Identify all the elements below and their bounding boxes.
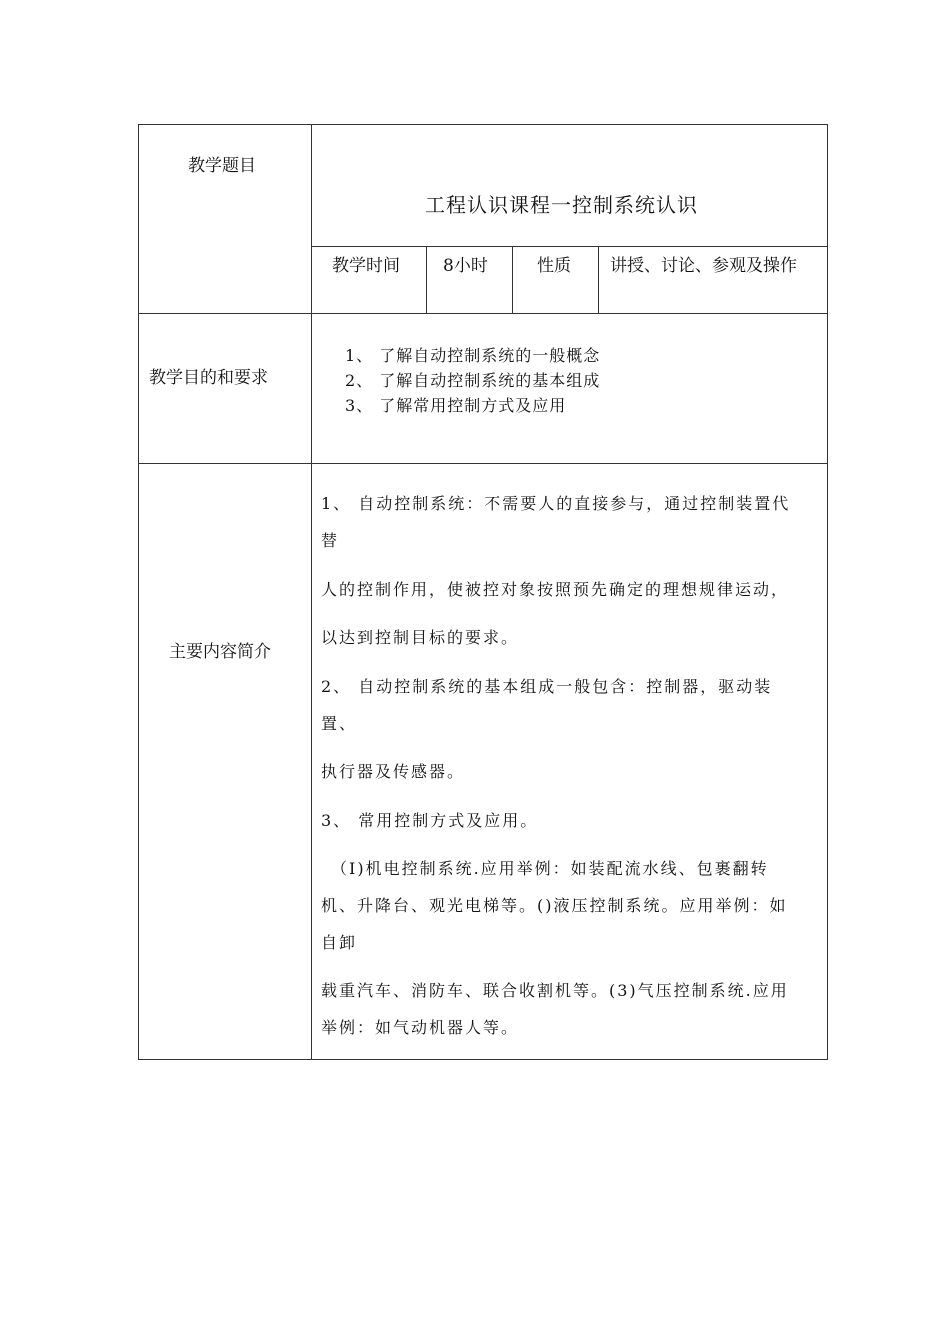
objective-item: 2、 了解自动控制系统的基本组成 bbox=[345, 371, 601, 390]
objectives-label: 教学目的和要求 bbox=[149, 368, 268, 388]
content-line: 人的控制作用，使被控对象按照预先确定的理想规律运动， bbox=[321, 580, 790, 599]
content-line: 自卸 bbox=[321, 933, 358, 952]
header-inner-divider bbox=[311, 246, 827, 247]
content-label: 主要内容简介 bbox=[169, 642, 271, 662]
content-line: 2、 自动控制系统的基本组成一般包含：控制器，驱动装 bbox=[321, 677, 773, 696]
lesson-plan-table bbox=[138, 124, 828, 1060]
course-title: 工程认识课程一控制系统认识 bbox=[425, 193, 698, 217]
content-line: 替 bbox=[321, 531, 340, 550]
objective-item: 3、 了解常用控制方式及应用 bbox=[345, 396, 567, 415]
topic-label: 教学题目 bbox=[188, 156, 256, 176]
nature-cell-divider bbox=[598, 246, 599, 313]
row-divider-header bbox=[139, 313, 827, 314]
content-line: 1、 自动控制系统：不需要人的直接参与，通过控制装置代 bbox=[321, 494, 791, 513]
content-line: 以达到控制目标的要求。 bbox=[321, 628, 520, 647]
nature-label: 性质 bbox=[537, 256, 571, 276]
content-line: 置、 bbox=[321, 714, 358, 733]
time-label: 教学时间 bbox=[332, 256, 400, 276]
hours-cell-divider bbox=[512, 246, 513, 313]
time-cell-divider bbox=[426, 246, 427, 313]
content-line: 执行器及传感器。 bbox=[321, 762, 466, 781]
nature-value: 讲授、讨论、参观及操作 bbox=[610, 256, 797, 276]
content-line: （I)机电控制系统.应用举例：如装配流水线、包裹翻转 bbox=[331, 859, 769, 878]
content-line: 载重汽车、消防车、联合收割机等。(3)气压控制系统.应用 bbox=[321, 981, 789, 1000]
content-line: 3、 常用控制方式及应用。 bbox=[321, 811, 539, 830]
column-divider bbox=[311, 125, 312, 1059]
content-line: 机、升降台、观光电梯等。()液压控制系统。应用举例：如 bbox=[321, 896, 788, 915]
row-divider-objectives bbox=[139, 463, 827, 464]
time-value: 8小时 bbox=[443, 256, 488, 276]
content-line: 举例：如气动机器人等。 bbox=[321, 1018, 520, 1037]
objective-item: 1、 了解自动控制系统的一般概念 bbox=[345, 346, 601, 365]
